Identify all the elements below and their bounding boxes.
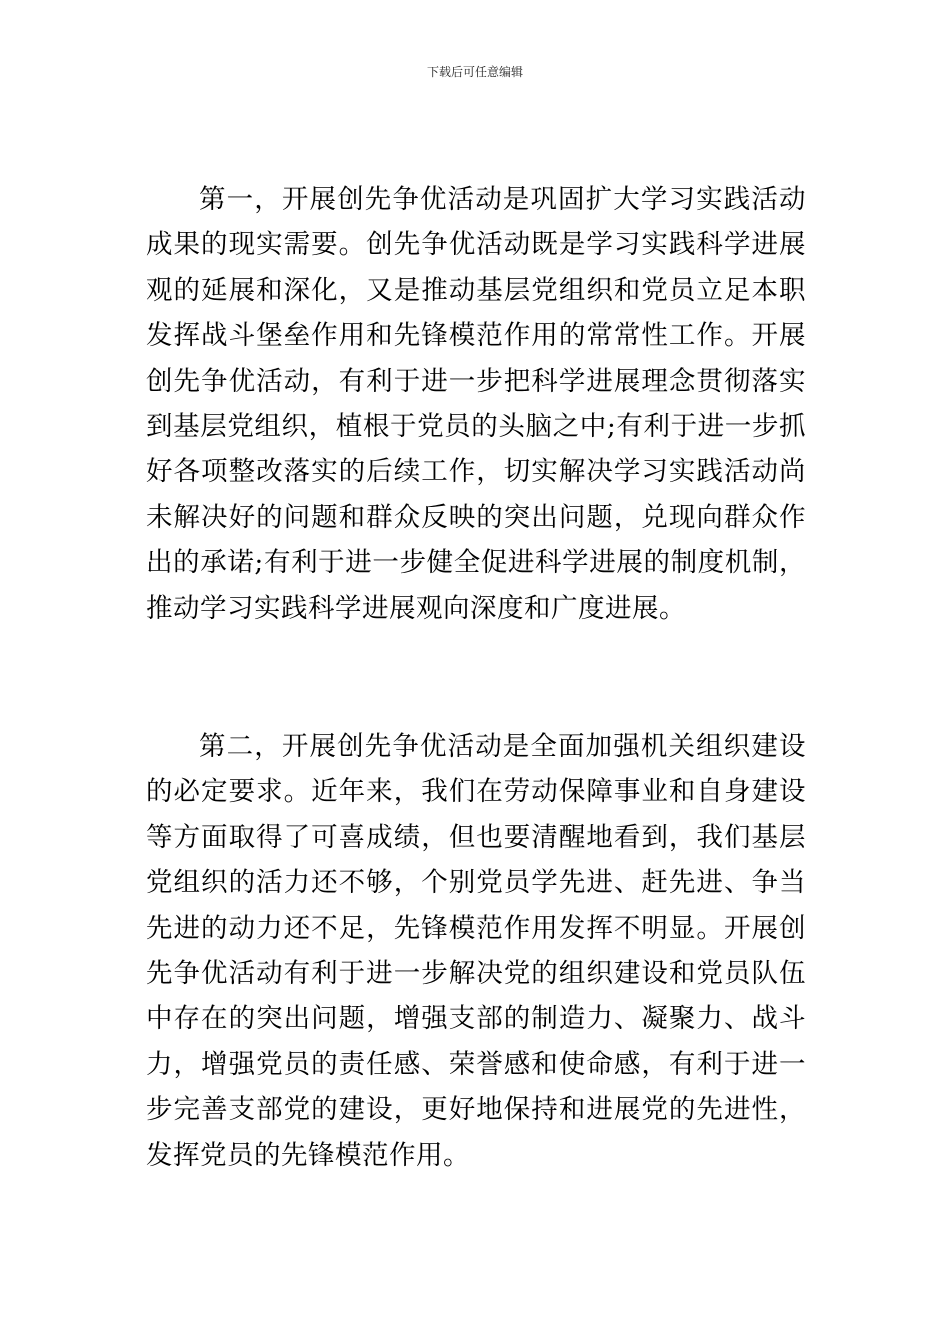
paragraph-1: 第一，开展创先争优活动是巩固扩大学习实践活动成果的现实需要。创先争优活动既是学习实践科学进展观的延展和深化，又是推动基层党组织和党员立足本职发挥战斗堡垒作用和先锋模范作用的常常性工作。开展创先争优活动，有利于进一步把科学进展理念贯彻落实到基层党组织，植根于党员的头脑之中;有利于进一步抓好各项整改落实的后续工作，切实解决学习实践活动尚未解决好的问题和群众反映的突出问题，兑现向群众作出的承诺;有利于进一步健全促进科学进展的制度机制，推动学习实践科学进展观向深度和广度进展。 (146, 184, 806, 624)
paragraph-2: 第二，开展创先争优活动是全面加强机关组织建设的必定要求。近年来，我们在劳动保障事业和自身建设等方面取得了可喜成绩，但也要清醒地看到，我们基层党组织的活力还不够，个别党员学先进、赶先进、争当先进的动力还不足，先锋模范作用发挥不明显。开展创先争优活动有利于进一步解决党的组织建设和党员队伍中存在的突出问题，增强支部的制造力、凝聚力、战斗力，增强党员的责任感、荣誉感和使命感，有利于进一步完善支部党的建设，更好地保持和进展党的先进性，发挥党员的先锋模范作用。 (146, 731, 806, 1171)
page-header: 下载后可任意编辑 (426, 65, 523, 79)
